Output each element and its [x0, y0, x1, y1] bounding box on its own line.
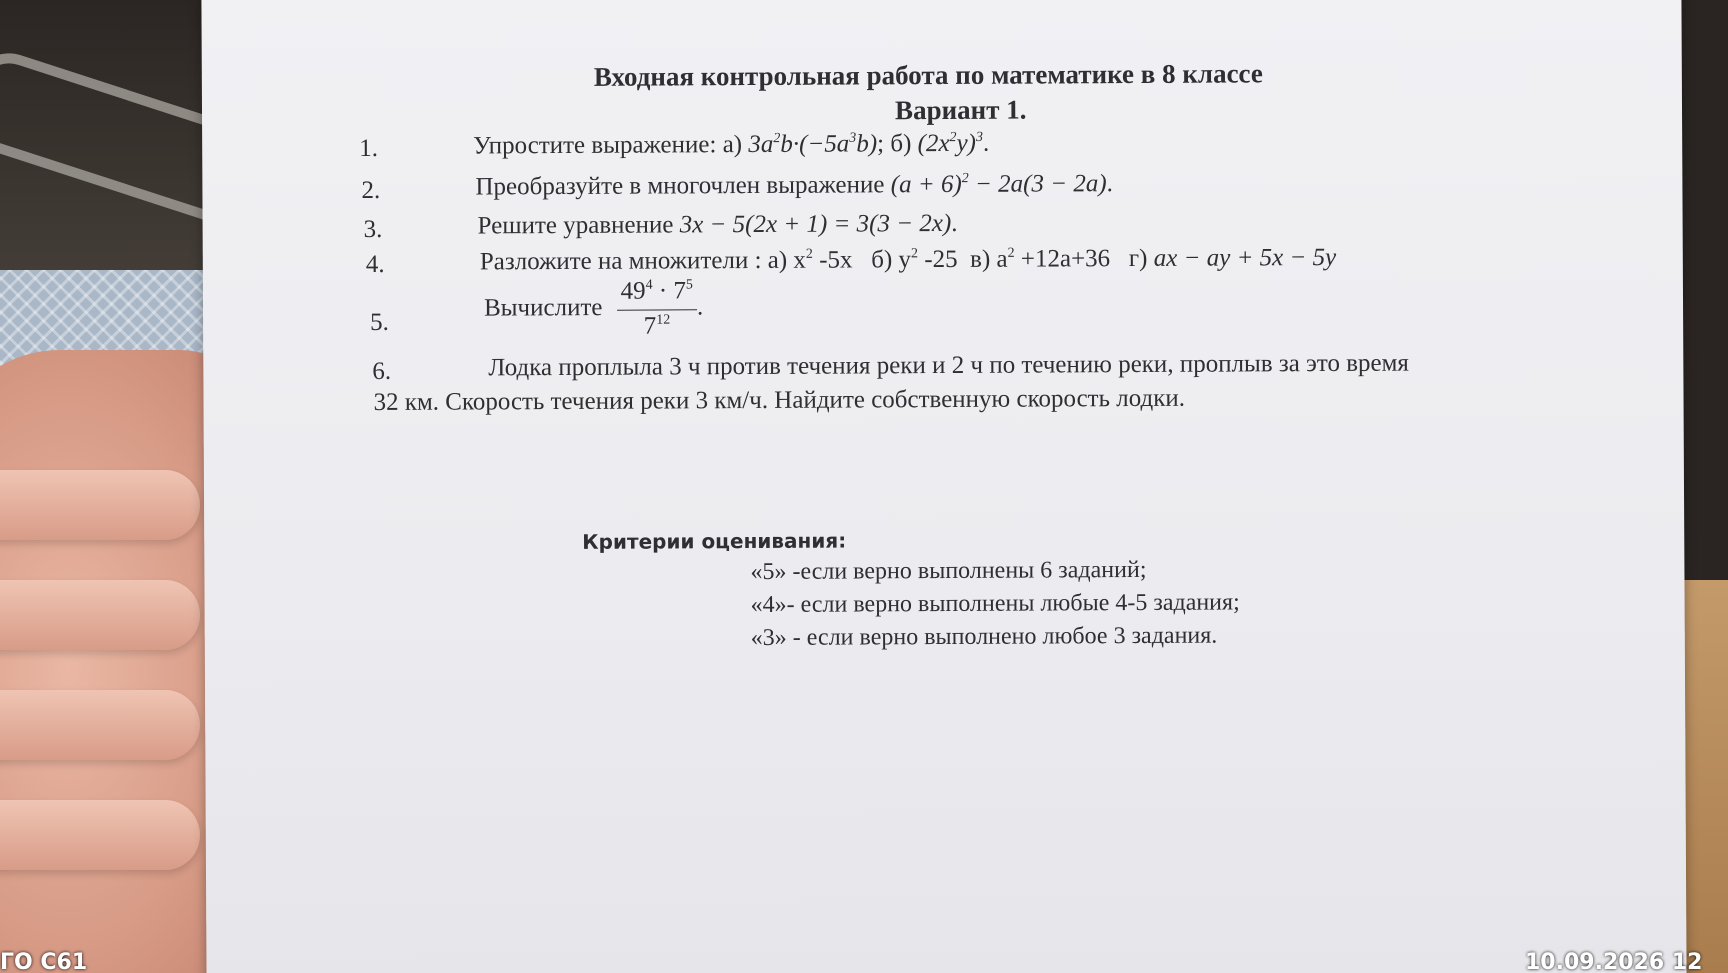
task-4-expression: ax − ay + 5x − 5y: [1153, 243, 1337, 272]
task-4-text: Разложите на множители : а) $x^2$ -5x б) $y^2$ -25 в) $a^2 +12a+36$ г): [479, 244, 1148, 276]
task-5: [484, 277, 704, 341]
criteria-item: «5» -если верно выполнены 6 заданий;: [750, 556, 1147, 586]
task-2-end: .: [1106, 170, 1113, 198]
task-3-number: 3.: [363, 215, 383, 244]
task-1-expression-a: $3a^2b\cdot(-5a^3b)$: [748, 130, 878, 159]
task-2: [475, 170, 1113, 201]
worksheet-paper: [201, 0, 1686, 973]
task-5-number: 5.: [370, 308, 389, 337]
task-4: [480, 244, 1337, 276]
task-3-end: .: [951, 209, 958, 237]
task-1-end: .: [982, 129, 990, 157]
finger: [0, 470, 200, 540]
task-3: [478, 210, 958, 241]
criteria-item: «3» - если верно выполнено любое 3 задания.: [750, 622, 1218, 652]
task-1-expression-b: $(2x^2y)^3$: [917, 129, 983, 158]
task-2-expression: $(a + 6)^2 - 2a(3 - 2a)$: [890, 170, 1107, 199]
finger: [0, 800, 200, 870]
task-1: [473, 130, 989, 161]
camera-overlay-left: ГО С61: [0, 950, 88, 973]
fraction-numerator: $49^4 \cdot 7^5$: [617, 277, 697, 310]
task-6-line-2: 32 км. Скорость течения реки 3 км/ч. Найдите собственную скорость лодки.: [373, 384, 1186, 416]
criteria-heading: Критерии оценивания:: [582, 528, 847, 554]
task-1-number: 1.: [359, 134, 379, 163]
task-6-line-1: Лодка проплыла 3 ч против течения реки и 2 ч по течению реки, проплыв за это время: [488, 349, 1409, 382]
fraction-denominator: $7^{12}$: [643, 312, 671, 340]
variant-label: Вариант 1.: [894, 94, 1027, 126]
task-6-number: 6.: [372, 357, 392, 385]
task-5-text: Вычислите: [483, 294, 603, 322]
criteria-item: «4»- если верно выполнены любые 4-5 задания;: [750, 589, 1240, 619]
document-title: Входная контрольная работа по математике в 8 классе: [593, 58, 1263, 92]
task-3-text: Решите уравнение: [477, 211, 674, 240]
task-4-number: 4.: [365, 250, 385, 279]
task-2-number: 2.: [361, 176, 381, 205]
finger: [0, 580, 200, 650]
task-5-end: .: [696, 293, 704, 321]
finger: [0, 690, 200, 760]
camera-timestamp: 10.09.2026 12: [1525, 950, 1703, 973]
task-5-fraction: [617, 277, 698, 340]
task-1-separator: ; б): [877, 130, 912, 158]
task-1-text: Упростите выражение: а): [473, 131, 743, 160]
task-2-text: Преобразуйте в многочлен выражение: [475, 171, 885, 201]
task-3-expression: 3x − 5(2x + 1) = 3(3 − 2x): [679, 209, 952, 239]
